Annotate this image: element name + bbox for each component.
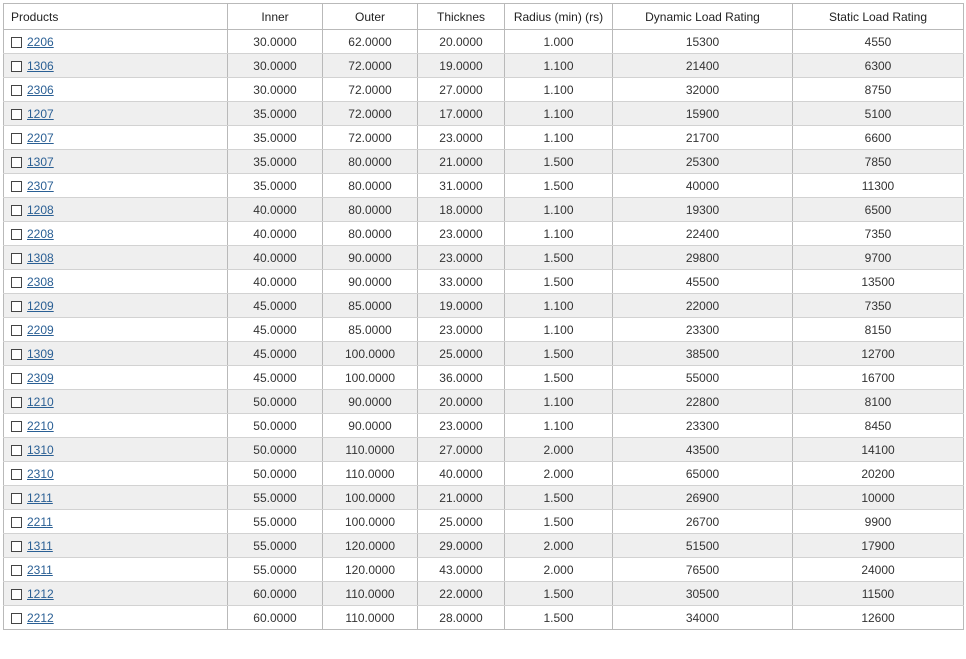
cell-radius: 2.000 xyxy=(505,534,613,558)
cell-outer: 90.0000 xyxy=(323,414,418,438)
cell-product xyxy=(4,342,228,366)
cell-dynamic-load-rating: 21700 xyxy=(613,126,793,150)
cell-product xyxy=(4,174,228,198)
product-link[interactable]: 2308 xyxy=(27,274,54,289)
cell-dynamic-load-rating: 76500 xyxy=(613,558,793,582)
cell-outer: 120.0000 xyxy=(323,534,418,558)
cell-radius: 1.100 xyxy=(505,102,613,126)
table-row xyxy=(4,606,964,630)
cell-static-load-rating: 16700 xyxy=(793,366,964,390)
cell-product xyxy=(4,318,228,342)
cell-product xyxy=(4,102,228,126)
cell-outer: 90.0000 xyxy=(323,246,418,270)
row-select-checkbox[interactable] xyxy=(11,517,22,528)
cell-product xyxy=(4,198,228,222)
cell-outer: 80.0000 xyxy=(323,174,418,198)
cell-inner: 40.0000 xyxy=(228,270,323,294)
row-select-checkbox[interactable] xyxy=(11,109,22,120)
cell-outer: 110.0000 xyxy=(323,438,418,462)
cell-inner: 35.0000 xyxy=(228,150,323,174)
cell-thickness: 25.0000 xyxy=(418,510,505,534)
table-row xyxy=(4,174,964,198)
cell-dynamic-load-rating: 22400 xyxy=(613,222,793,246)
table-row xyxy=(4,582,964,606)
cell-product xyxy=(4,534,228,558)
cell-thickness: 23.0000 xyxy=(418,246,505,270)
cell-dynamic-load-rating: 19300 xyxy=(613,198,793,222)
cell-dynamic-load-rating: 22000 xyxy=(613,294,793,318)
cell-radius: 1.100 xyxy=(505,78,613,102)
product-link[interactable]: 2208 xyxy=(27,226,54,241)
row-select-checkbox[interactable] xyxy=(11,421,22,432)
cell-radius: 2.000 xyxy=(505,438,613,462)
cell-inner: 30.0000 xyxy=(228,78,323,102)
cell-radius: 1.500 xyxy=(505,486,613,510)
cell-thickness: 19.0000 xyxy=(418,54,505,78)
table-body xyxy=(4,30,964,630)
cell-product xyxy=(4,270,228,294)
cell-product xyxy=(4,30,228,54)
cell-thickness: 21.0000 xyxy=(418,150,505,174)
cell-static-load-rating: 7850 xyxy=(793,150,964,174)
cell-static-load-rating: 24000 xyxy=(793,558,964,582)
table-row xyxy=(4,198,964,222)
cell-radius: 1.500 xyxy=(505,366,613,390)
table-row xyxy=(4,342,964,366)
table-row xyxy=(4,510,964,534)
cell-radius: 1.100 xyxy=(505,390,613,414)
product-link[interactable]: 1212 xyxy=(27,586,54,601)
cell-dynamic-load-rating: 43500 xyxy=(613,438,793,462)
table-row xyxy=(4,390,964,414)
product-link[interactable]: 2309 xyxy=(27,370,54,385)
cell-product xyxy=(4,414,228,438)
cell-dynamic-load-rating: 30500 xyxy=(613,582,793,606)
cell-static-load-rating: 4550 xyxy=(793,30,964,54)
cell-radius: 1.100 xyxy=(505,126,613,150)
cell-product xyxy=(4,126,228,150)
cell-radius: 1.500 xyxy=(505,174,613,198)
cell-radius: 1.100 xyxy=(505,294,613,318)
table-row xyxy=(4,30,964,54)
table-row xyxy=(4,270,964,294)
cell-radius: 1.500 xyxy=(505,246,613,270)
cell-thickness: 20.0000 xyxy=(418,390,505,414)
cell-static-load-rating: 12700 xyxy=(793,342,964,366)
row-select-checkbox[interactable] xyxy=(11,349,22,360)
table-row xyxy=(4,150,964,174)
cell-inner: 30.0000 xyxy=(228,54,323,78)
cell-outer: 100.0000 xyxy=(323,366,418,390)
cell-outer: 90.0000 xyxy=(323,270,418,294)
cell-radius: 1.500 xyxy=(505,606,613,630)
product-link[interactable]: 2307 xyxy=(27,178,54,193)
cell-dynamic-load-rating: 21400 xyxy=(613,54,793,78)
cell-static-load-rating: 20200 xyxy=(793,462,964,486)
cell-inner: 60.0000 xyxy=(228,606,323,630)
cell-outer: 72.0000 xyxy=(323,126,418,150)
cell-inner: 50.0000 xyxy=(228,462,323,486)
cell-static-load-rating: 7350 xyxy=(793,294,964,318)
cell-product xyxy=(4,246,228,270)
cell-static-load-rating: 10000 xyxy=(793,486,964,510)
cell-product xyxy=(4,438,228,462)
table-row xyxy=(4,558,964,582)
table-row xyxy=(4,534,964,558)
table-row xyxy=(4,126,964,150)
cell-outer: 80.0000 xyxy=(323,150,418,174)
product-link[interactable]: 2306 xyxy=(27,82,54,97)
cell-inner: 60.0000 xyxy=(228,582,323,606)
row-select-checkbox[interactable] xyxy=(11,253,22,264)
product-link[interactable]: 2210 xyxy=(27,418,54,433)
row-select-checkbox[interactable] xyxy=(11,445,22,456)
cell-outer: 110.0000 xyxy=(323,582,418,606)
product-link[interactable]: 1210 xyxy=(27,394,54,409)
cell-static-load-rating: 11500 xyxy=(793,582,964,606)
cell-static-load-rating: 5100 xyxy=(793,102,964,126)
row-select-checkbox[interactable] xyxy=(11,493,22,504)
cell-thickness: 23.0000 xyxy=(418,318,505,342)
cell-product xyxy=(4,78,228,102)
cell-dynamic-load-rating: 34000 xyxy=(613,606,793,630)
row-select-checkbox[interactable] xyxy=(11,133,22,144)
cell-outer: 110.0000 xyxy=(323,606,418,630)
column-header-products[interactable]: Products xyxy=(4,4,228,30)
cell-dynamic-load-rating: 23300 xyxy=(613,414,793,438)
row-select-checkbox[interactable] xyxy=(11,85,22,96)
cell-radius: 2.000 xyxy=(505,558,613,582)
cell-radius: 1.500 xyxy=(505,270,613,294)
cell-radius: 1.500 xyxy=(505,582,613,606)
row-select-checkbox[interactable] xyxy=(11,229,22,240)
cell-radius: 1.100 xyxy=(505,222,613,246)
cell-outer: 72.0000 xyxy=(323,54,418,78)
cell-inner: 45.0000 xyxy=(228,342,323,366)
cell-thickness: 40.0000 xyxy=(418,462,505,486)
cell-outer: 80.0000 xyxy=(323,222,418,246)
cell-product xyxy=(4,462,228,486)
cell-product xyxy=(4,486,228,510)
cell-thickness: 27.0000 xyxy=(418,438,505,462)
product-link[interactable]: 2207 xyxy=(27,130,54,145)
cell-thickness: 17.0000 xyxy=(418,102,505,126)
product-link[interactable]: 1308 xyxy=(27,250,54,265)
table-row xyxy=(4,414,964,438)
cell-outer: 72.0000 xyxy=(323,78,418,102)
cell-product xyxy=(4,510,228,534)
cell-static-load-rating: 8450 xyxy=(793,414,964,438)
table-row xyxy=(4,294,964,318)
cell-static-load-rating: 12600 xyxy=(793,606,964,630)
column-header-thickness[interactable]: Thicknes xyxy=(418,4,505,30)
cell-outer: 80.0000 xyxy=(323,198,418,222)
cell-radius: 1.100 xyxy=(505,318,613,342)
cell-thickness: 18.0000 xyxy=(418,198,505,222)
cell-outer: 85.0000 xyxy=(323,318,418,342)
row-select-checkbox[interactable] xyxy=(11,325,22,336)
cell-thickness: 22.0000 xyxy=(418,582,505,606)
cell-radius: 1.000 xyxy=(505,30,613,54)
product-table-container xyxy=(3,3,964,630)
cell-inner: 35.0000 xyxy=(228,126,323,150)
table-row xyxy=(4,246,964,270)
cell-static-load-rating: 6300 xyxy=(793,54,964,78)
cell-dynamic-load-rating: 38500 xyxy=(613,342,793,366)
row-select-checkbox[interactable] xyxy=(11,277,22,288)
cell-thickness: 27.0000 xyxy=(418,78,505,102)
cell-product xyxy=(4,294,228,318)
cell-dynamic-load-rating: 22800 xyxy=(613,390,793,414)
product-link[interactable]: 1310 xyxy=(27,442,54,457)
row-select-checkbox[interactable] xyxy=(11,469,22,480)
cell-product xyxy=(4,366,228,390)
cell-radius: 1.500 xyxy=(505,510,613,534)
cell-dynamic-load-rating: 15900 xyxy=(613,102,793,126)
table-row xyxy=(4,222,964,246)
row-select-checkbox[interactable] xyxy=(11,157,22,168)
row-select-checkbox[interactable] xyxy=(11,205,22,216)
cell-outer: 72.0000 xyxy=(323,102,418,126)
table-row xyxy=(4,318,964,342)
product-link[interactable]: 1307 xyxy=(27,154,54,169)
product-link[interactable]: 1311 xyxy=(27,538,53,553)
table-row xyxy=(4,78,964,102)
cell-thickness: 31.0000 xyxy=(418,174,505,198)
cell-inner: 55.0000 xyxy=(228,558,323,582)
cell-inner: 40.0000 xyxy=(228,222,323,246)
cell-inner: 40.0000 xyxy=(228,246,323,270)
cell-dynamic-load-rating: 29800 xyxy=(613,246,793,270)
cell-static-load-rating: 8750 xyxy=(793,78,964,102)
column-header-static-load-rating[interactable]: Static Load Rating xyxy=(793,4,964,30)
cell-thickness: 43.0000 xyxy=(418,558,505,582)
cell-thickness: 23.0000 xyxy=(418,222,505,246)
cell-static-load-rating: 6500 xyxy=(793,198,964,222)
row-select-checkbox[interactable] xyxy=(11,181,22,192)
column-header-dynamic-load-rating[interactable]: Dynamic Load Rating xyxy=(613,4,793,30)
product-link[interactable]: 1211 xyxy=(27,490,53,505)
product-link[interactable]: 2311 xyxy=(27,562,53,577)
product-link[interactable]: 2209 xyxy=(27,322,54,337)
cell-outer: 100.0000 xyxy=(323,510,418,534)
cell-static-load-rating: 14100 xyxy=(793,438,964,462)
cell-inner: 55.0000 xyxy=(228,534,323,558)
cell-inner: 35.0000 xyxy=(228,174,323,198)
row-select-checkbox[interactable] xyxy=(11,613,22,624)
cell-static-load-rating: 11300 xyxy=(793,174,964,198)
product-link[interactable]: 1309 xyxy=(27,346,54,361)
table-row xyxy=(4,54,964,78)
product-link[interactable]: 2211 xyxy=(27,514,53,529)
header-row xyxy=(4,4,964,30)
cell-thickness: 23.0000 xyxy=(418,414,505,438)
row-select-checkbox[interactable] xyxy=(11,61,22,72)
cell-outer: 85.0000 xyxy=(323,294,418,318)
cell-product xyxy=(4,606,228,630)
cell-inner: 50.0000 xyxy=(228,438,323,462)
cell-thickness: 20.0000 xyxy=(418,30,505,54)
row-select-checkbox[interactable] xyxy=(11,565,22,576)
table-row xyxy=(4,462,964,486)
product-link[interactable]: 1208 xyxy=(27,202,54,217)
cell-product xyxy=(4,582,228,606)
cell-thickness: 36.0000 xyxy=(418,366,505,390)
cell-thickness: 33.0000 xyxy=(418,270,505,294)
table-row xyxy=(4,366,964,390)
cell-product xyxy=(4,222,228,246)
cell-inner: 45.0000 xyxy=(228,294,323,318)
cell-inner: 45.0000 xyxy=(228,366,323,390)
table-header xyxy=(4,4,964,30)
cell-radius: 1.100 xyxy=(505,414,613,438)
row-select-checkbox[interactable] xyxy=(11,301,22,312)
cell-outer: 100.0000 xyxy=(323,342,418,366)
cell-dynamic-load-rating: 25300 xyxy=(613,150,793,174)
cell-outer: 110.0000 xyxy=(323,462,418,486)
cell-radius: 1.100 xyxy=(505,54,613,78)
cell-radius: 1.500 xyxy=(505,342,613,366)
cell-radius: 1.500 xyxy=(505,150,613,174)
cell-dynamic-load-rating: 45500 xyxy=(613,270,793,294)
column-header-inner[interactable]: Inner xyxy=(228,4,323,30)
cell-outer: 90.0000 xyxy=(323,390,418,414)
cell-product xyxy=(4,54,228,78)
cell-radius: 2.000 xyxy=(505,462,613,486)
column-header-radius[interactable]: Radius (min) (rs) xyxy=(505,4,613,30)
cell-thickness: 23.0000 xyxy=(418,126,505,150)
cell-product xyxy=(4,150,228,174)
table-row xyxy=(4,438,964,462)
product-link[interactable]: 2206 xyxy=(27,34,54,49)
cell-inner: 55.0000 xyxy=(228,510,323,534)
cell-outer: 100.0000 xyxy=(323,486,418,510)
cell-radius: 1.100 xyxy=(505,198,613,222)
row-select-checkbox[interactable] xyxy=(11,373,22,384)
cell-outer: 120.0000 xyxy=(323,558,418,582)
cell-thickness: 25.0000 xyxy=(418,342,505,366)
cell-dynamic-load-rating: 65000 xyxy=(613,462,793,486)
cell-inner: 50.0000 xyxy=(228,414,323,438)
cell-inner: 50.0000 xyxy=(228,390,323,414)
cell-static-load-rating: 6600 xyxy=(793,126,964,150)
row-select-checkbox[interactable] xyxy=(11,397,22,408)
cell-dynamic-load-rating: 23300 xyxy=(613,318,793,342)
cell-outer: 62.0000 xyxy=(323,30,418,54)
cell-thickness: 19.0000 xyxy=(418,294,505,318)
table-row xyxy=(4,102,964,126)
product-table xyxy=(3,3,964,630)
cell-thickness: 21.0000 xyxy=(418,486,505,510)
cell-static-load-rating: 9900 xyxy=(793,510,964,534)
column-header-outer[interactable]: Outer xyxy=(323,4,418,30)
product-link[interactable]: 2310 xyxy=(27,466,54,481)
product-link[interactable]: 1209 xyxy=(27,298,54,313)
cell-static-load-rating: 8100 xyxy=(793,390,964,414)
cell-dynamic-load-rating: 15300 xyxy=(613,30,793,54)
cell-static-load-rating: 7350 xyxy=(793,222,964,246)
cell-dynamic-load-rating: 40000 xyxy=(613,174,793,198)
cell-inner: 40.0000 xyxy=(228,198,323,222)
product-link[interactable]: 1306 xyxy=(27,58,54,73)
cell-inner: 55.0000 xyxy=(228,486,323,510)
cell-dynamic-load-rating: 26700 xyxy=(613,510,793,534)
row-select-checkbox[interactable] xyxy=(11,589,22,600)
cell-inner: 35.0000 xyxy=(228,102,323,126)
cell-static-load-rating: 8150 xyxy=(793,318,964,342)
cell-thickness: 29.0000 xyxy=(418,534,505,558)
row-select-checkbox[interactable] xyxy=(11,37,22,48)
table-row xyxy=(4,486,964,510)
cell-static-load-rating: 17900 xyxy=(793,534,964,558)
cell-inner: 45.0000 xyxy=(228,318,323,342)
cell-static-load-rating: 13500 xyxy=(793,270,964,294)
product-link[interactable]: 1207 xyxy=(27,106,54,121)
cell-product xyxy=(4,558,228,582)
product-link[interactable]: 2212 xyxy=(27,610,54,625)
cell-product xyxy=(4,390,228,414)
cell-dynamic-load-rating: 51500 xyxy=(613,534,793,558)
cell-dynamic-load-rating: 32000 xyxy=(613,78,793,102)
cell-dynamic-load-rating: 26900 xyxy=(613,486,793,510)
cell-thickness: 28.0000 xyxy=(418,606,505,630)
cell-dynamic-load-rating: 55000 xyxy=(613,366,793,390)
cell-inner: 30.0000 xyxy=(228,30,323,54)
row-select-checkbox[interactable] xyxy=(11,541,22,552)
cell-static-load-rating: 9700 xyxy=(793,246,964,270)
